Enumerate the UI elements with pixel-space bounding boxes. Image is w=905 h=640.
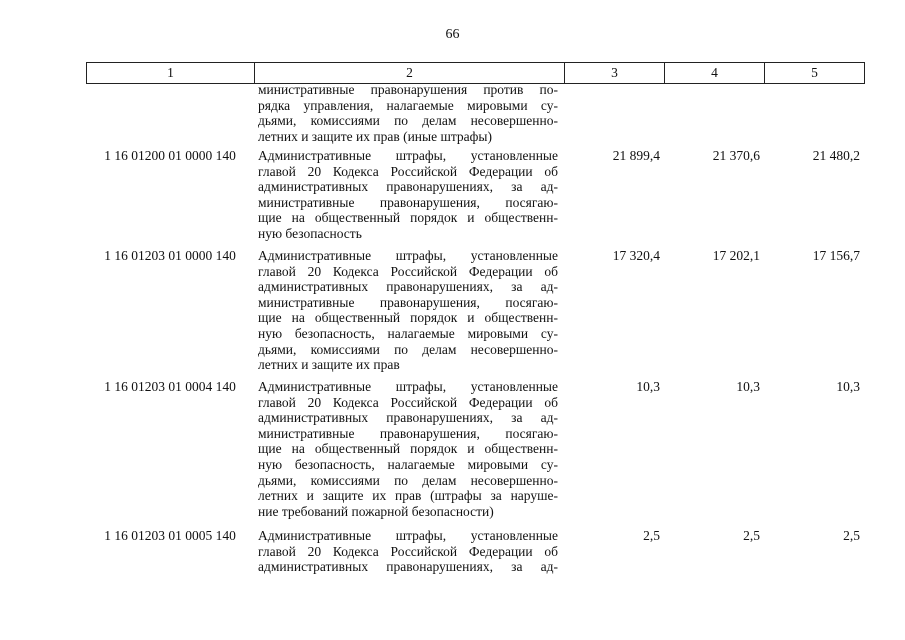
description-line: главой 20 Кодекса Российской Федерации об — [258, 163, 558, 179]
row-value-col3: 17 320,4 — [612, 248, 660, 263]
row-code: 1 16 01203 01 0000 140 — [104, 248, 236, 263]
header-col-3: 3 — [565, 63, 665, 83]
description-line: Административные штрафы, установленные — [258, 379, 558, 394]
description-line: летних и защите их прав (штрафы за наруше- — [258, 488, 558, 504]
row-value-col5: 10,3 — [836, 379, 860, 394]
row-value-col4: 2,5 — [743, 528, 760, 543]
description-line: ние требований пожарной безопасности) — [258, 503, 494, 519]
description-line: главой 20 Кодекса Российской Федерации об — [258, 263, 558, 279]
header-col-4: 4 — [665, 63, 765, 83]
row-description — [258, 148, 558, 242]
table-row — [86, 528, 865, 578]
row-value-col3: 21 899,4 — [612, 148, 660, 163]
description-line: щие на общественный порядок и общественн- — [258, 441, 558, 457]
row-code: 1 16 01200 01 0000 140 — [104, 148, 236, 163]
row-value-col3: 10,3 — [636, 379, 660, 394]
table-body — [86, 82, 865, 578]
description-line: административных правонарушениях, за ад- — [258, 179, 558, 195]
description-line: дьями, комиссиями по делам несовершенно- — [258, 341, 558, 357]
row-value-col4: 21 370,6 — [712, 148, 760, 163]
description-line: административных правонарушениях, за ад- — [258, 279, 558, 295]
row-value-col5: 21 480,2 — [812, 148, 860, 163]
description-line: летних и защите их прав (иные штрафы) — [258, 128, 492, 144]
description-line: министративные правонарушения, посягаю- — [258, 425, 558, 441]
table-row — [86, 82, 865, 148]
description-line: ную безопасность — [258, 225, 362, 241]
description-line: главой 20 Кодекса Российской Федерации об — [258, 394, 558, 410]
table-header — [86, 62, 865, 84]
description-line: Административные штрафы, установленные — [258, 528, 558, 543]
description-line: дьями, комиссиями по делам несовершенно- — [258, 113, 558, 129]
row-description — [258, 82, 558, 144]
page-number: 66 — [445, 27, 460, 42]
header-col-2: 2 — [255, 63, 565, 83]
table-row — [86, 248, 865, 379]
row-value-col4: 10,3 — [736, 379, 760, 394]
description-line: ную безопасность, налагаемые мировыми су- — [258, 325, 558, 341]
description-line: дьями, комиссиями по делам несовершенно- — [258, 472, 558, 488]
description-line: щие на общественный порядок и общественн- — [258, 310, 558, 326]
description-line: Административные штрафы, установленные — [258, 248, 558, 263]
row-value-col5: 17 156,7 — [812, 248, 860, 263]
row-description — [258, 528, 558, 575]
description-line: административных правонарушениях, за ад- — [258, 410, 558, 426]
row-value-col4: 17 202,1 — [712, 248, 760, 263]
row-description — [258, 248, 558, 373]
row-value-col5: 2,5 — [843, 528, 860, 543]
table-row — [86, 379, 865, 528]
row-code: 1 16 01203 01 0004 140 — [104, 379, 236, 394]
description-line: министративные правонарушения, посягаю- — [258, 194, 558, 210]
description-line: щие на общественный порядок и общественн- — [258, 210, 558, 226]
row-description — [258, 379, 558, 519]
header-col-5: 5 — [811, 65, 818, 80]
header-col-1: 1 — [87, 63, 255, 83]
description-line: ную безопасность, налагаемые мировыми су- — [258, 456, 558, 472]
description-line: министративные правонарушения против по- — [258, 82, 558, 97]
description-line: главой 20 Кодекса Российской Федерации об — [258, 543, 558, 559]
description-line: министративные правонарушения, посягаю- — [258, 294, 558, 310]
description-line: летних и защите их прав — [258, 357, 400, 373]
row-value-col3: 2,5 — [643, 528, 660, 543]
row-code: 1 16 01203 01 0005 140 — [104, 528, 236, 543]
description-line: Административные штрафы, установленные — [258, 148, 558, 163]
description-line: административных правонарушениях, за ад- — [258, 559, 558, 575]
table-row — [86, 148, 865, 248]
description-line: рядка управления, налагаемые мировыми су- — [258, 97, 558, 113]
